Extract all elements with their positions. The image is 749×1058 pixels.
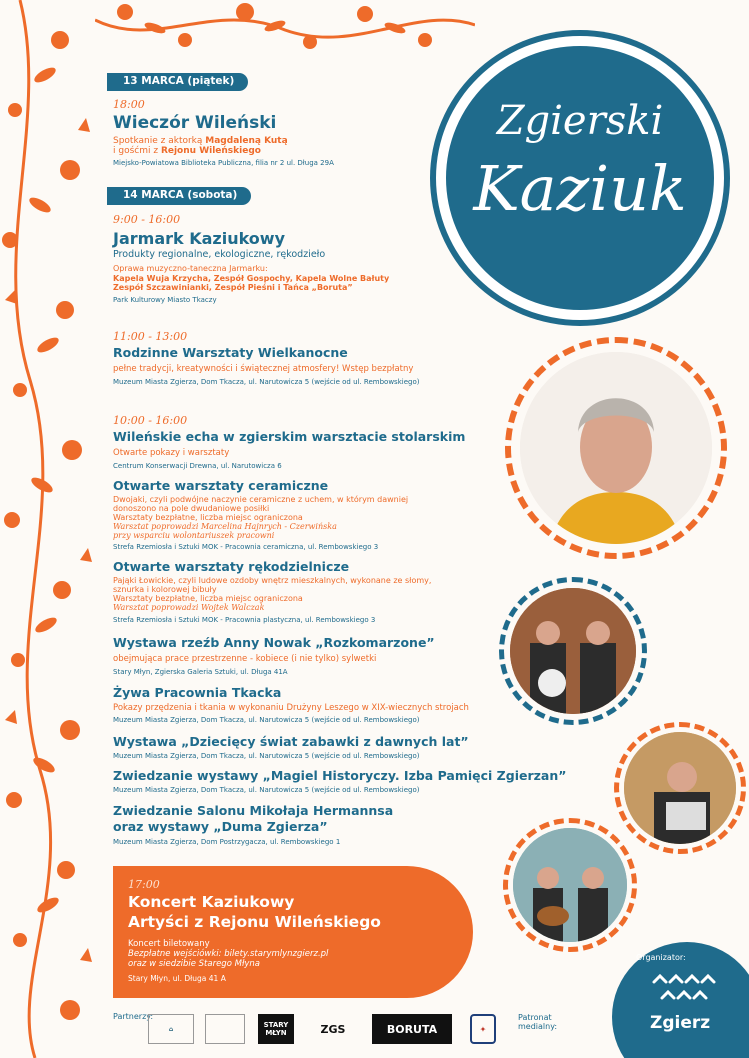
event-note: Zespół Szczawinianki, Zespół Pieśni i Tańca „Boruta” — [113, 283, 353, 292]
event-title: oraz wystawy „Duma Zgierza” — [113, 819, 328, 834]
event-title: Otwarte warsztaty ceramiczne — [113, 478, 329, 493]
partner-logo-boruta: BORUTA — [372, 1014, 452, 1044]
event-note: Warsztaty bezpłatne, liczba miejsc ograniczona — [113, 513, 303, 522]
date-badge-day2: 14 MARCA (sobota) — [107, 187, 251, 205]
event-title: Wileńskie echa w zgierskim warsztacie stolarskim — [113, 429, 466, 444]
event-time: 11:00 - 13:00 — [113, 330, 188, 343]
event-note: Warsztat poprowadzi Wojtek Walczak — [113, 603, 265, 612]
duo-photo — [513, 828, 627, 942]
event-note: Dwojaki, czyli podwójne naczynie ceramiczne z uchem, w którym dawniej — [113, 495, 409, 504]
concert-location: Stary Młyn, ul. Długa 41 A — [128, 974, 226, 983]
concert-free: Bezpłatne wejściówki: bilety.starymlynzgierz.pl — [128, 949, 329, 959]
event-note: Warsztat poprowadzi Marcelina Hajnrych - Czerwińska — [113, 522, 337, 531]
accordion-player-photo — [624, 732, 736, 844]
event-title: Otwarte warsztaty rękodzielnicze — [113, 559, 350, 574]
event-title: Wystawa „Dziecięcy świat zabawki z dawnych lat” — [113, 734, 469, 749]
event-subtitle: pełne tradycji, kreatywności i świątecznej atmosfery! Wstęp bezpłatny — [113, 364, 414, 374]
event-location: Muzeum Miasta Zgierza, Dom Tkacza, ul. Narutowicza 5 (wejście od ul. Rembowskiego) — [113, 752, 420, 760]
concert-title: Artyści z Rejonu Wileńskiego — [128, 913, 381, 931]
event-title: Wieczór Wileński — [113, 113, 277, 133]
date-badge-day1: 13 MARCA (piątek) — [107, 73, 248, 91]
event-location: Stary Młyn, Zgierska Galeria Sztuki, ul. Długa 41A — [113, 668, 288, 676]
event-subtitle: Otwarte pokazy i warsztaty — [113, 448, 230, 458]
concert-title: Koncert Kaziukowy — [128, 893, 295, 911]
organizer-label: Organizator: — [636, 953, 686, 962]
event-location: Miejsko-Powiatowa Biblioteka Publiczna, filia nr 2 ul. Długa 29A — [113, 159, 334, 167]
concert-ticket: Koncert biletowany — [128, 939, 210, 949]
zgierski-kaziuk-logo — [436, 36, 724, 320]
event-location: Strefa Rzemiosła i Sztuki MOK - Pracownia plastyczna, ul. Rembowskiego 3 — [113, 616, 376, 624]
partner-logo-stary-mlyn: STARY MŁYN — [258, 1014, 294, 1044]
partner-logo-crest: ✦ — [470, 1014, 496, 1044]
event-title: Rodzinne Warsztaty Wielkanocne — [113, 345, 348, 360]
event-subtitle: i gośćmi z Rejonu Wileńskiego — [113, 146, 261, 156]
event-subtitle: Produkty regionalne, ekologiczne, rękodzieło — [113, 249, 326, 260]
event-location: Park Kulturowy Miasto Tkaczy — [113, 296, 217, 304]
event-note: Oprawa muzyczno-taneczna Jarmarku: — [113, 264, 268, 273]
concert-free: oraz w siedzibie Starego Młyna — [128, 959, 261, 969]
media-patron-logo — [560, 1014, 580, 1044]
folk-pattern-left-decoration — [0, 0, 95, 1058]
event-note: Kapela Wuja Krzycha, Zespół Gospochy, Kapela Wolne Bałuty — [113, 274, 390, 283]
event-location: Centrum Konserwacji Drewna, ul. Narutowicza 6 — [113, 462, 282, 470]
partner-logo: ⌂ — [148, 1014, 194, 1044]
event-note: sznurka i kolorowej bibuły — [113, 585, 217, 594]
patronat-label: Patronat — [518, 1013, 552, 1022]
organizer-name: Zgierz — [650, 1013, 711, 1033]
event-subtitle: Spotkanie z aktorką Magdaleną Kutą — [113, 136, 288, 146]
event-location: Muzeum Miasta Zgierza, Dom Tkacza, ul. Narutowicza 5 (wejście od ul. Rembowskiego) — [113, 716, 420, 724]
event-title: Zwiedzanie Salonu Mikołaja Hermannsa — [113, 803, 394, 818]
event-note: donoszono na pole dwudaniowe posiłki — [113, 504, 270, 513]
folk-pattern-top-decoration — [95, 0, 475, 60]
concert-time: 17:00 — [128, 878, 160, 891]
event-note: Warsztaty bezpłatne, liczba miejsc ograniczona — [113, 594, 303, 603]
partner-logo-zgs: ZGS — [320, 1022, 346, 1036]
partners-label: Partnerzy: — [113, 1012, 154, 1021]
zgierz-logo-icon — [648, 968, 718, 1006]
event-title: Zwiedzanie wystawy „Magiel Historyczy. Izba Pamięci Zgierzan” — [113, 768, 567, 783]
event-note: przy wsparciu wolontariuszek pracowni — [113, 531, 275, 540]
event-time: 10:00 - 16:00 — [113, 414, 188, 427]
event-title: Jarmark Kaziukowy — [113, 229, 286, 248]
event-title: Żywa Pracownia Tkacka — [113, 685, 282, 700]
logo-line-1: Zgierski — [496, 98, 664, 144]
event-location: Muzeum Miasta Zgierza, Dom Tkacza, ul. Narutowicza 5 (wejście od ul. Rembowskiego) — [113, 786, 420, 794]
event-time: 18:00 — [113, 98, 145, 111]
logo-line-2: Kaziuk — [473, 152, 687, 225]
partner-logo — [205, 1014, 245, 1044]
event-note: Pająki Łowickie, czyli ludowe ozdoby wnętrz mieszkalnych, wykonane ze słomy, — [113, 576, 432, 585]
event-subtitle: obejmująca prace przestrzenne - kobiece (i nie tylko) sylwetki — [113, 654, 377, 664]
event-location: Strefa Rzemiosła i Sztuki MOK - Pracownia ceramiczna, ul. Rembowskiego 3 — [113, 543, 379, 551]
event-location: Muzeum Miasta Zgierza, Dom Tkacza, ul. Narutowicza 5 (wejście od ul. Rembowskiego) — [113, 378, 420, 386]
event-location: Muzeum Miasta Zgierza, Dom Postrzygacza, ul. Rembowskiego 1 — [113, 838, 341, 846]
patronat-label: medialny: — [518, 1022, 558, 1031]
event-title: Wystawa rzeźb Anny Nowak „Rozkomarzone” — [113, 635, 435, 650]
actress-photo — [520, 352, 712, 544]
event-subtitle: Pokazy przędzenia i tkania w wykonaniu Drużyny Leszego w XIX-wiecznych strojach — [113, 703, 469, 713]
band-photo — [510, 588, 636, 714]
event-time: 9:00 - 16:00 — [113, 213, 181, 226]
